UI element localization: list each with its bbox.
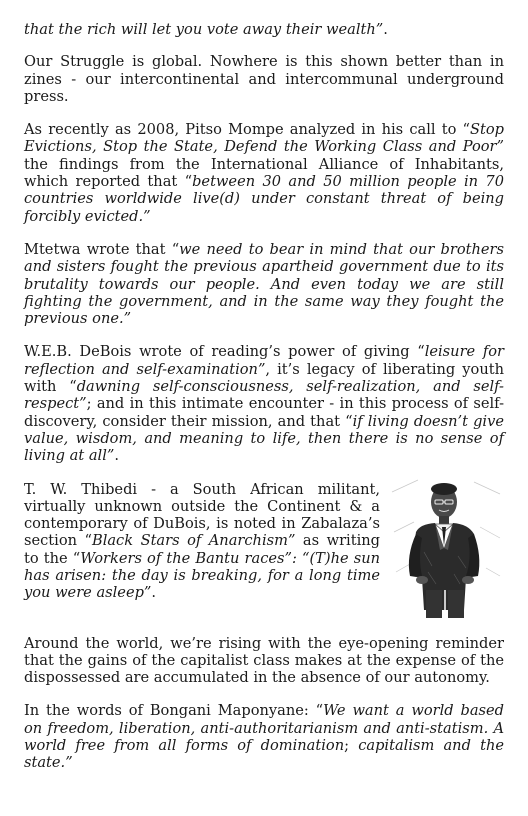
paragraph-rising: Around the world, we’re rising with the eye-opening reminder that the gains of the capitalist class makes at the expense of the dispossessed are accumulated in the absence of our autonomy.	[24, 634, 504, 687]
quote-self-consciousness: dawning self-consciousness, self-realization, and self-respect”	[24, 378, 504, 413]
paragraph-debois: W.E.B. DeBois wrote of reading’s power of giving “leisure for reflection and self-examination”, it’s legacy of liberating youth with “dawning self-consciousness, self-realization, and self-respect”; and in this intimate encounter - in this process of self-discovery, consider their mission, and that “if living doesn’t give value, wisdom, and meaning to life, then there is no sense of living at all”.	[24, 343, 504, 465]
paragraph-maponyane: In the words of Bongani Maponyane: “We want a world based on freedom, liberation, anti-authoritarianism and anti-statism. A world free from all forms of domination; capitalism and the state.”	[24, 702, 504, 772]
quote-evicted: between 30 and 50 million people in 70 countries worldwide live(d) under constant threat of being forcibly evicted.”	[24, 173, 504, 225]
quote-bantu: Workers of the Bantu races”: “(T)he sun has arisen: the day is breaking, for a long time you were asleep”	[24, 549, 381, 602]
quote-black-stars: Black Stars of Anarchism”	[91, 532, 296, 550]
paragraph-pitso-mompe: As recently as 2008, Pitso Mompe analyzed in his call to “Stop Evictions, Stop the State, Defend the Working Class and Poor” the findings from the International Alliance of Inhabitants, which reported that “between 30 and 50 million people in 70 countries worldwide live(d) under constant threat of being forcibly evicted.”	[24, 121, 504, 225]
portrait-illustration	[388, 472, 504, 620]
quote-world-freedom: We want a world based on freedom, liberation, anti-authoritarianism and anti-statism. A world free from all forms of domination	[24, 702, 504, 755]
quote-rich-vote: that the rich will let you vote away their wealth”	[24, 21, 384, 38]
paragraph-thibedi: T. W. Thibedi - a South African militant, virtually unknown outside the Continent & a contemporary of DuBois, is noted in Zabalaza’s section “Black Stars of Anarchism” as writing to the “Workers of the Bantu races”: “(T)he sun has arisen: the day is breaking, for a long time you were asleep”.	[24, 480, 381, 602]
paragraph-rich-vote: that the rich will let you vote away their wealth”.	[24, 21, 388, 38]
quote-living: if living doesn’t give value, wisdom, and meaning to life, then there is no sense of living at all”	[24, 412, 504, 465]
quote-stop-evictions: Stop Evictions, Stop the State, Defend the Working Class and Poor”	[24, 121, 504, 156]
portrait-thibedi	[388, 472, 504, 620]
quote-capitalism-state: capitalism and the state.”	[24, 737, 504, 772]
paragraph-struggle-global: Our Struggle is global. Nowhere is this shown better than in zines - our intercontinental and intercommunal underground press.	[24, 53, 504, 105]
quote-mtetwa: we need to bear in mind that our brothers and sisters fought the previous apartheid government due to its brutality towards our people. And even today we are still fighting the government, and in the same way they fought the previous one.”	[24, 240, 504, 328]
quote-leisure: leisure for reflection and self-examination”	[24, 343, 504, 378]
paragraph-mtetwa: Mtetwa wrote that “we need to bear in mind that our brothers and sisters fought the previous apartheid government due to its brutality towards our people. And even today we are still fighting the government, and in the same way they fought the previous one.”	[24, 240, 504, 328]
